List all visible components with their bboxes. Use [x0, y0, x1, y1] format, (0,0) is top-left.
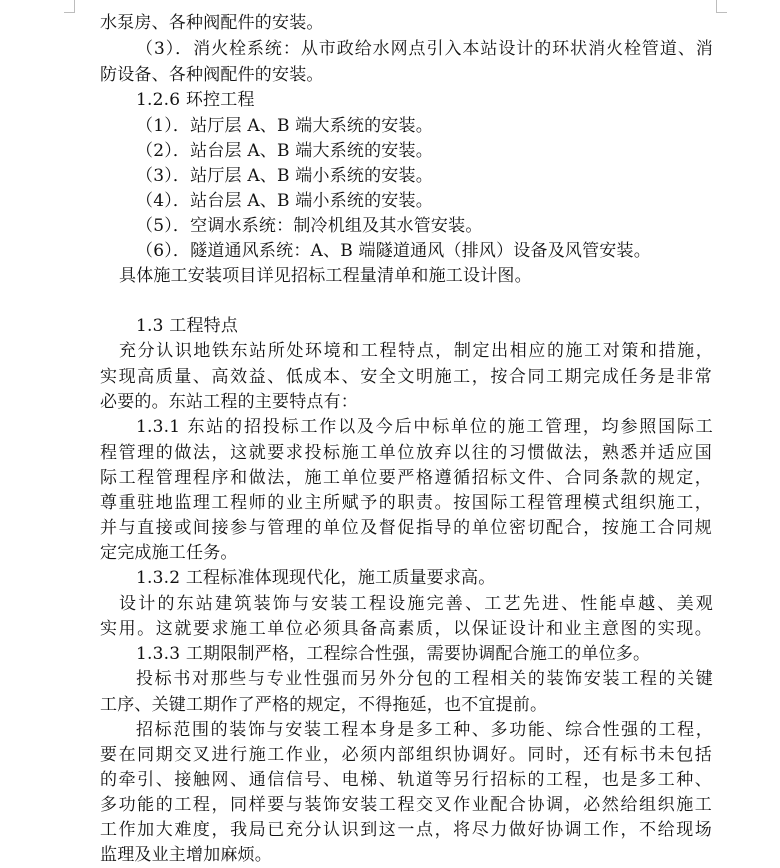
paragraph-line: 1.3.1 东站的招投标工作以及今后中标单位的施工管理，均参照国际工 — [136, 417, 713, 437]
paragraph-line: 要在同期交叉进行施工作业，必须内部组织协调好。同时，还有标书未包括 — [100, 745, 712, 765]
paragraph-line: 尊重驻地监理工程师的业主所赋予的职责。按国际工程管理模式组织施工， — [100, 493, 712, 513]
list-item: （5）．空调水系统：制冷机组及其水管安装。 — [136, 216, 483, 236]
paragraph-line: 并与直接或间接参与管理的单位及督促指导的单位密切配合，按施工合同规 — [100, 518, 712, 538]
page-corner-mark-left — [64, 0, 75, 13]
paragraph-line: 多功能的工程，同样要与装饰安装工程交叉作业配合协调，必然给组织施工 — [100, 795, 712, 815]
paragraph-line: 充分认识地铁东站所处环境和工程特点，制定出相应的施工对策和措施， — [119, 341, 713, 361]
paragraph-line: 际工程管理程序和做法，施工单位要严格遵循招标文件、合同条款的规定， — [100, 468, 712, 488]
paragraph-line: 实现高质量、高效益、低成本、安全文明施工，按合同工期完成任务是非常 — [100, 367, 712, 387]
paragraph-line: 程管理的做法，这就要求投标施工单位放弃以往的习惯做法，熟悉并适应国 — [100, 443, 712, 463]
paragraph-line: 水泵房、各种阀配件的安装。 — [100, 13, 324, 33]
paragraph-line: 防设备、各种阀配件的安装。 — [100, 65, 324, 85]
section-heading: 1.3.3 工期限制严格，工程综合性强，需要协调配合施工的单位多。 — [136, 644, 651, 664]
list-item: （6）．隧道通风系统：A、B 端隧道通风（排风）设备及风管安装。 — [136, 241, 651, 261]
paragraph-line: （3）．消火栓系统：从市政给水网点引入本站设计的环状消火栓管道、消 — [136, 39, 713, 59]
paragraph-line: 设计的东站建筑装饰与安装工程设施完善、工艺先进、性能卓越、美观 — [119, 594, 713, 614]
list-item: （1）．站厅层 A、B 端大系统的安装。 — [136, 116, 433, 136]
paragraph-line: 定完成施工任务。 — [100, 543, 238, 563]
paragraph-line: 必要的。东站工程的主要特点有： — [100, 392, 358, 412]
section-heading: 1.2.6 环控工程 — [136, 90, 255, 110]
list-item: （3）．站厅层 A、B 端小系统的安装。 — [136, 166, 433, 186]
paragraph-line: 监理及业主增加麻烦。 — [100, 845, 272, 865]
paragraph-line: 工序、关键工期作了严格的规定，不得拖延，也不宜提前。 — [100, 695, 548, 715]
paragraph-line: 工作加大难度，我局已充分认识到这一点，将尽力做好协调工作，不给现场 — [100, 820, 712, 840]
paragraph-line: 实用。这就要求施工单位必须具备高素质，以保证设计和业主意图的实现。 — [100, 619, 712, 639]
paragraph-line: 具体施工安装项目详见招标工程量清单和施工设计图。 — [119, 266, 532, 286]
paragraph-line: 招标范围的装饰与安装工程本身是多工种、多功能、综合性强的工程， — [136, 720, 713, 740]
paragraph-line: 的牵引、接触网、通信信号、电梯、轨道等另行招标的工程，也是多工种、 — [100, 770, 712, 790]
paragraph-line: 投标书对那些与专业性强而另外分包的工程相关的装饰安装工程的关键 — [136, 669, 713, 689]
list-item: （2）．站台层 A、B 端大系统的安装。 — [136, 141, 433, 161]
list-item: （4）．站台层 A、B 端小系统的安装。 — [136, 191, 433, 211]
section-heading: 1.3.2 工程标准体现现代化，施工质量要求高。 — [136, 568, 496, 588]
section-heading: 1.3 工程特点 — [136, 316, 239, 336]
